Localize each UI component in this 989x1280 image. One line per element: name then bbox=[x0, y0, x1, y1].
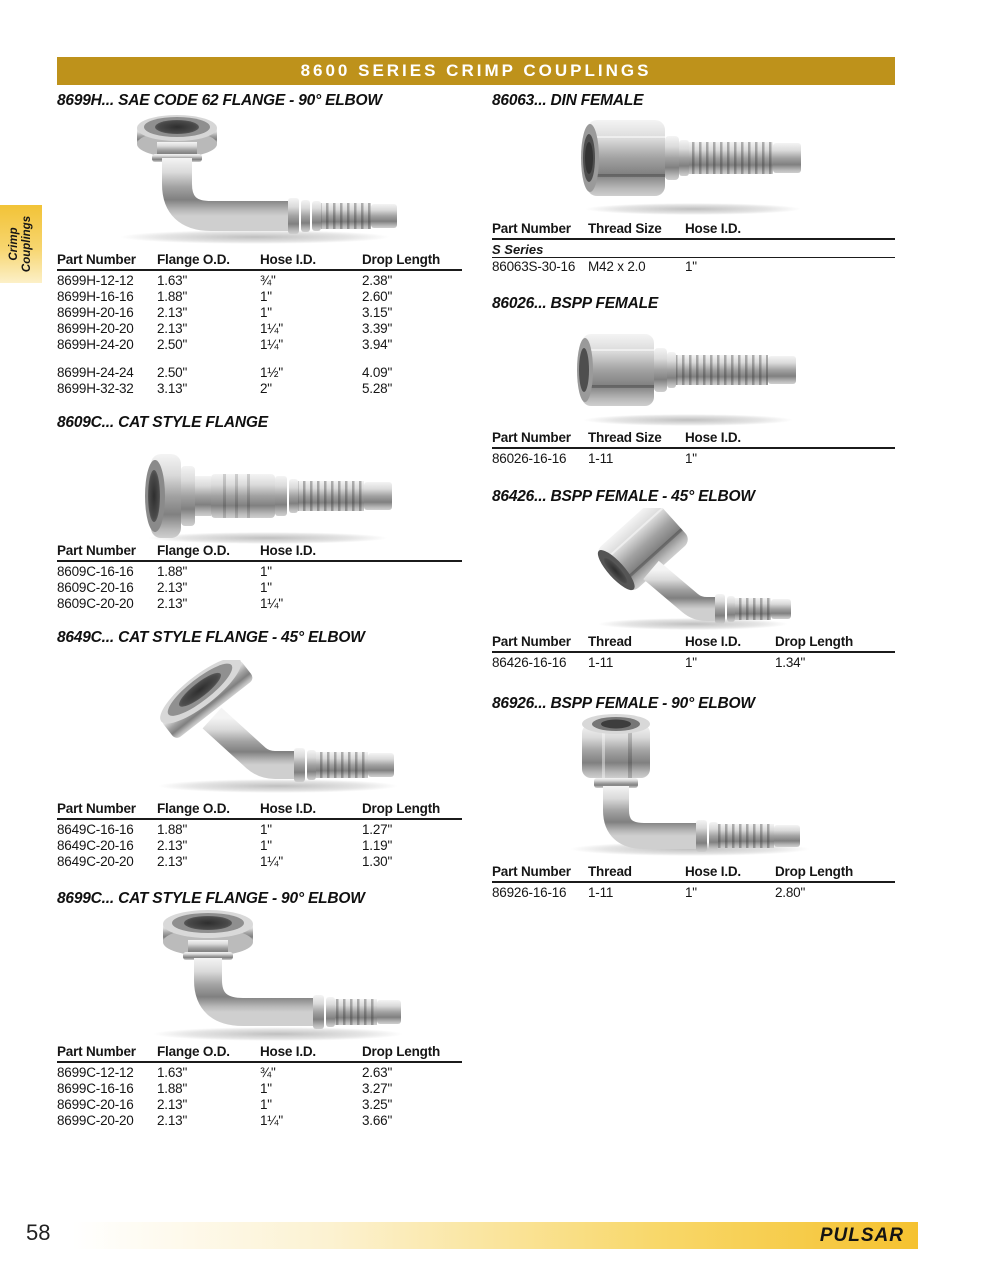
column-header: Hose I.D. bbox=[260, 1044, 316, 1059]
column-header: Drop Length bbox=[362, 801, 441, 816]
column-header: Hose I.D. bbox=[685, 430, 741, 445]
table-row bbox=[57, 1097, 462, 1113]
sidebar-tab-line1: Crimp bbox=[8, 227, 20, 261]
table-row bbox=[492, 655, 895, 671]
product-photo-8699h-90-elbow-flange bbox=[95, 106, 400, 246]
table-cell: 1" bbox=[260, 822, 272, 837]
column-header: Flange O.D. bbox=[157, 543, 230, 558]
table-cell: 1.19" bbox=[362, 838, 393, 853]
table-cell: 3.15" bbox=[362, 305, 393, 320]
table-header-row bbox=[492, 634, 895, 653]
table-cell: 2.13" bbox=[157, 596, 188, 611]
table-header-row bbox=[57, 1044, 462, 1063]
table-cell: 86926-16-16 bbox=[492, 885, 567, 900]
table-cell: 1¼" bbox=[260, 1113, 283, 1128]
column-header: Hose I.D. bbox=[685, 634, 741, 649]
table-row bbox=[57, 1113, 462, 1129]
table-cell: 8699C-12-12 bbox=[57, 1065, 134, 1080]
sidebar-tab-line2: Couplings bbox=[21, 215, 33, 273]
section-title-8649c: 8649C... CAT STYLE FLANGE - 45° ELBOW bbox=[57, 629, 365, 646]
spec-table-86926 bbox=[492, 864, 895, 901]
column-header: Drop Length bbox=[362, 252, 441, 267]
page-banner: 8600 SERIES CRIMP COUPLINGS bbox=[57, 57, 895, 85]
table-cell: 8609C-20-16 bbox=[57, 580, 134, 595]
section-title-86926: 86926... BSPP FEMALE - 90° ELBOW bbox=[492, 695, 755, 712]
table-cell: 1" bbox=[260, 564, 272, 579]
table-cell: 1-11 bbox=[588, 885, 614, 900]
table-cell: 8699C-20-20 bbox=[57, 1113, 134, 1128]
table-cell: 3.13" bbox=[157, 381, 188, 396]
table-cell: 4.09" bbox=[362, 365, 393, 380]
table-cell: 8699C-16-16 bbox=[57, 1081, 134, 1096]
table-cell: 1-11 bbox=[588, 655, 614, 670]
table-cell: 8699H-24-20 bbox=[57, 337, 134, 352]
table-cell: ¾" bbox=[260, 1065, 276, 1080]
product-photo-86026-bspp-female bbox=[570, 322, 805, 428]
table-row bbox=[57, 564, 462, 580]
table-subheader: S Series bbox=[492, 242, 895, 258]
column-header: Drop Length bbox=[362, 1044, 441, 1059]
section-title-8699c: 8699C... CAT STYLE FLANGE - 90° ELBOW bbox=[57, 890, 365, 907]
table-cell: 2.13" bbox=[157, 1097, 188, 1112]
section-title-86026: 86026... BSPP FEMALE bbox=[492, 295, 658, 312]
table-row bbox=[492, 885, 895, 901]
table-cell: 8649C-20-16 bbox=[57, 838, 134, 853]
section-title-86063: 86063... DIN FEMALE bbox=[492, 92, 644, 109]
table-header-row bbox=[492, 221, 895, 240]
product-photo-8649c-45-elbow-flange bbox=[138, 660, 403, 795]
table-row bbox=[57, 580, 462, 596]
product-photo-8609c-straight-flange bbox=[135, 446, 400, 546]
column-header: Hose I.D. bbox=[685, 221, 741, 236]
table-row bbox=[57, 838, 462, 854]
column-header: Part Number bbox=[57, 543, 136, 558]
table-cell: 8649C-16-16 bbox=[57, 822, 134, 837]
table-cell: 5.28" bbox=[362, 381, 393, 396]
table-cell: 2.50" bbox=[157, 365, 188, 380]
table-cell: 1" bbox=[260, 289, 272, 304]
column-header: Hose I.D. bbox=[685, 864, 741, 879]
table-cell: 1.88" bbox=[157, 1081, 188, 1096]
table-cell: 2.50" bbox=[157, 337, 188, 352]
table-row bbox=[57, 321, 462, 337]
table-cell: 86063S-30-16 bbox=[492, 259, 576, 274]
table-cell: 2.13" bbox=[157, 838, 188, 853]
brand-logo-pulsar: PULSAR bbox=[819, 1224, 904, 1246]
table-cell: 2.38" bbox=[362, 273, 393, 288]
table-cell: 3.39" bbox=[362, 321, 393, 336]
table-cell: 8699H-16-16 bbox=[57, 289, 134, 304]
table-cell: 1.30" bbox=[362, 854, 393, 869]
section-title-8609c: 8609C... CAT STYLE FLANGE bbox=[57, 414, 268, 431]
table-row bbox=[57, 289, 462, 305]
table-cell: 1.27" bbox=[362, 822, 393, 837]
table-cell: M42 x 2.0 bbox=[588, 259, 646, 274]
table-cell: 1.88" bbox=[157, 289, 188, 304]
table-cell: 2.13" bbox=[157, 854, 188, 869]
table-header-row bbox=[492, 430, 895, 449]
column-header: Drop Length bbox=[775, 864, 854, 879]
table-row bbox=[492, 259, 895, 275]
table-row bbox=[57, 854, 462, 870]
table-header-row bbox=[57, 543, 462, 562]
table-cell: 1¼" bbox=[260, 321, 283, 336]
section-title-86426: 86426... BSPP FEMALE - 45° ELBOW bbox=[492, 488, 755, 505]
table-cell: 1.63" bbox=[157, 273, 188, 288]
table-cell: 86026-16-16 bbox=[492, 451, 567, 466]
table-cell: 1" bbox=[260, 1097, 272, 1112]
column-header: Part Number bbox=[57, 1044, 136, 1059]
table-row bbox=[57, 273, 462, 289]
table-header-row bbox=[492, 864, 895, 883]
table-cell: 8649C-20-20 bbox=[57, 854, 134, 869]
spec-table-86063 bbox=[492, 221, 895, 275]
table-cell: 1" bbox=[685, 885, 697, 900]
table-row bbox=[57, 1065, 462, 1081]
spec-table-8609c bbox=[57, 543, 462, 612]
product-photo-8699c-90-elbow-flange bbox=[133, 908, 403, 1043]
table-cell: 1¼" bbox=[260, 337, 283, 352]
table-cell: 1-11 bbox=[588, 451, 614, 466]
table-cell: 2.13" bbox=[157, 305, 188, 320]
table-cell: 86426-16-16 bbox=[492, 655, 567, 670]
table-cell: 2.13" bbox=[157, 321, 188, 336]
table-cell: 1" bbox=[260, 838, 272, 853]
page-number: 58 bbox=[26, 1220, 51, 1245]
table-cell: 1¼" bbox=[260, 854, 283, 869]
table-cell: 2.80" bbox=[775, 885, 806, 900]
table-row bbox=[57, 596, 462, 612]
table-row bbox=[57, 822, 462, 838]
table-cell: 1.88" bbox=[157, 822, 188, 837]
table-cell: 3.66" bbox=[362, 1113, 393, 1128]
spec-table-8699c bbox=[57, 1044, 462, 1129]
table-header-row bbox=[57, 252, 462, 271]
column-header: Hose I.D. bbox=[260, 252, 316, 267]
table-header-row bbox=[57, 801, 462, 820]
table-cell: 2.60" bbox=[362, 289, 393, 304]
table-row bbox=[57, 381, 462, 397]
table-cell: 2.13" bbox=[157, 1113, 188, 1128]
column-header: Thread Size bbox=[588, 430, 662, 445]
spec-table-86026 bbox=[492, 430, 895, 467]
column-header: Part Number bbox=[492, 430, 571, 445]
table-cell: 8699H-32-32 bbox=[57, 381, 134, 396]
column-header: Flange O.D. bbox=[157, 1044, 230, 1059]
table-cell: 1" bbox=[260, 1081, 272, 1096]
spec-table-8699h bbox=[57, 252, 462, 397]
column-header: Part Number bbox=[492, 634, 571, 649]
table-cell: ¾" bbox=[260, 273, 276, 288]
table-cell: 8699C-20-16 bbox=[57, 1097, 134, 1112]
column-header: Flange O.D. bbox=[157, 801, 230, 816]
table-row bbox=[57, 305, 462, 321]
column-header: Hose I.D. bbox=[260, 543, 316, 558]
table-cell: 1" bbox=[260, 580, 272, 595]
column-header: Part Number bbox=[492, 221, 571, 236]
table-row bbox=[57, 337, 462, 353]
table-cell: 8699H-20-20 bbox=[57, 321, 134, 336]
table-cell: 1¼" bbox=[260, 596, 283, 611]
column-header: Flange O.D. bbox=[157, 252, 230, 267]
column-header: Thread bbox=[588, 864, 632, 879]
sidebar-tab-crimp-couplings bbox=[0, 205, 42, 283]
column-header: Hose I.D. bbox=[260, 801, 316, 816]
table-cell: 3.25" bbox=[362, 1097, 393, 1112]
table-cell: 1" bbox=[685, 259, 697, 274]
table-row bbox=[57, 1081, 462, 1097]
table-cell: 8699H-12-12 bbox=[57, 273, 134, 288]
table-cell: 8699H-24-24 bbox=[57, 365, 134, 380]
spec-table-86426 bbox=[492, 634, 895, 671]
table-cell: 2.63" bbox=[362, 1065, 393, 1080]
table-cell: 1.34" bbox=[775, 655, 806, 670]
spec-table-8649c bbox=[57, 801, 462, 870]
table-cell: 3.94" bbox=[362, 337, 393, 352]
table-cell: 8699H-20-16 bbox=[57, 305, 134, 320]
column-header: Thread Size bbox=[588, 221, 662, 236]
product-photo-86926-bspp-90-elbow bbox=[550, 710, 815, 858]
table-cell: 8609C-16-16 bbox=[57, 564, 134, 579]
table-cell: 8609C-20-20 bbox=[57, 596, 134, 611]
table-cell: 1.63" bbox=[157, 1065, 188, 1080]
table-cell: 1.88" bbox=[157, 564, 188, 579]
footer-bar bbox=[72, 1222, 918, 1249]
table-cell: 1" bbox=[685, 655, 697, 670]
table-cell: 1" bbox=[260, 305, 272, 320]
table-cell: 1½" bbox=[260, 365, 283, 380]
table-cell: 3.27" bbox=[362, 1081, 393, 1096]
table-row bbox=[492, 451, 895, 467]
product-photo-86063-din-female bbox=[573, 106, 811, 218]
table-cell: 1" bbox=[685, 451, 697, 466]
column-header: Drop Length bbox=[775, 634, 854, 649]
column-header: Part Number bbox=[57, 801, 136, 816]
column-header: Part Number bbox=[492, 864, 571, 879]
section-title-8699h: 8699H... SAE CODE 62 FLANGE - 90° ELBOW bbox=[57, 92, 382, 109]
table-cell: 2.13" bbox=[157, 580, 188, 595]
product-photo-86426-bspp-45-elbow bbox=[585, 508, 795, 632]
column-header: Part Number bbox=[57, 252, 136, 267]
table-cell: 2" bbox=[260, 381, 272, 396]
column-header: Thread bbox=[588, 634, 632, 649]
table-row bbox=[57, 365, 462, 381]
